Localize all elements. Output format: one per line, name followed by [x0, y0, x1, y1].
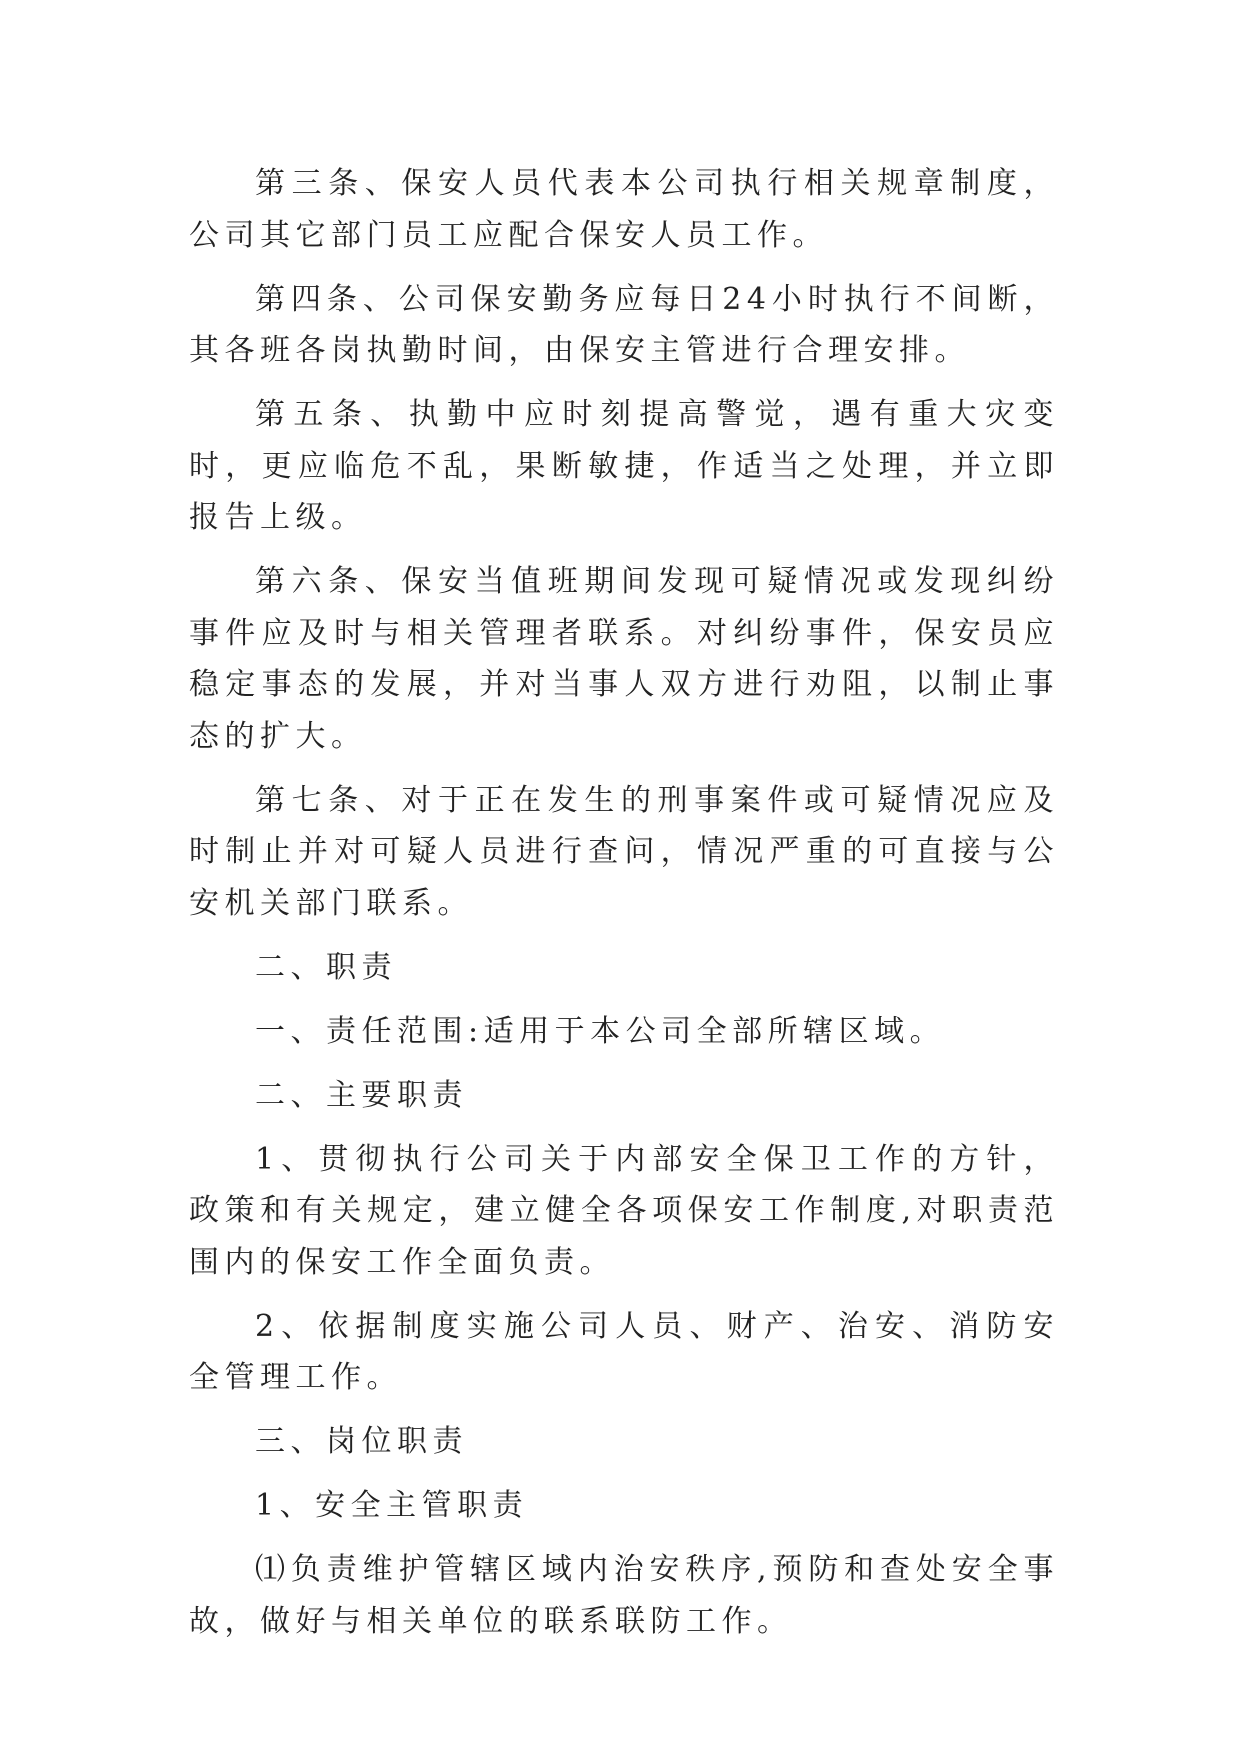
- document-body: [189, 158, 1059, 1660]
- article-5-paragraph: 第五条、执勤中应时刻提高警觉，遇有重大灾变时，更应临危不乱，果断敏捷，作适当之处理，并立即报告上级。: [189, 397, 1059, 535]
- main-duty-2-paragraph: 2、依据制度实施公司人员、财产、治安、消防安全管理工作。: [189, 1308, 1059, 1395]
- article-3-paragraph: 第三条、保安人员代表本公司执行相关规章制度，公司其它部门员工应配合保安人员工作。: [189, 166, 1059, 253]
- security-supervisor-duties-heading: 1、安全主管职责: [255, 1488, 529, 1523]
- supervisor-duty-1-paragraph: ⑴负责维护管辖区域内治安秩序,预防和查处安全事故，做好与相关单位的联系联防工作。: [189, 1552, 1059, 1639]
- scope-of-responsibility-paragraph: 一、责任范围:适用于本公司全部所辖区域。: [255, 1013, 946, 1049]
- article-6-paragraph: 第六条、保安当值班期间发现可疑情况或发现纠纷事件应及时与相关管理者联系。对纠纷事件，保安员应稳定事态的发展，并对当事人双方进行劝阻，以制止事态的扩大。: [189, 564, 1059, 754]
- main-duty-1-paragraph: 1、贯彻执行公司关于内部安全保卫工作的方针，政策和有关规定，建立健全各项保安工作制度,对职责范围内的保安工作全面负责。: [189, 1141, 1059, 1280]
- section-duties-heading: 二、职责: [255, 949, 397, 985]
- article-7-paragraph: 第七条、对于正在发生的刑事案件或可疑情况应及时制止并对可疑人员进行查问，情况严重的可直接与公安机关部门联系。: [189, 782, 1059, 921]
- position-duties-heading: 三、岗位职责: [255, 1424, 468, 1459]
- main-duties-heading: 二、主要职责: [255, 1077, 468, 1113]
- article-4-paragraph: 第四条、公司保安勤务应每日24小时执行不间断，其各班各岗执勤时间，由保安主管进行合理安排。: [189, 281, 1059, 368]
